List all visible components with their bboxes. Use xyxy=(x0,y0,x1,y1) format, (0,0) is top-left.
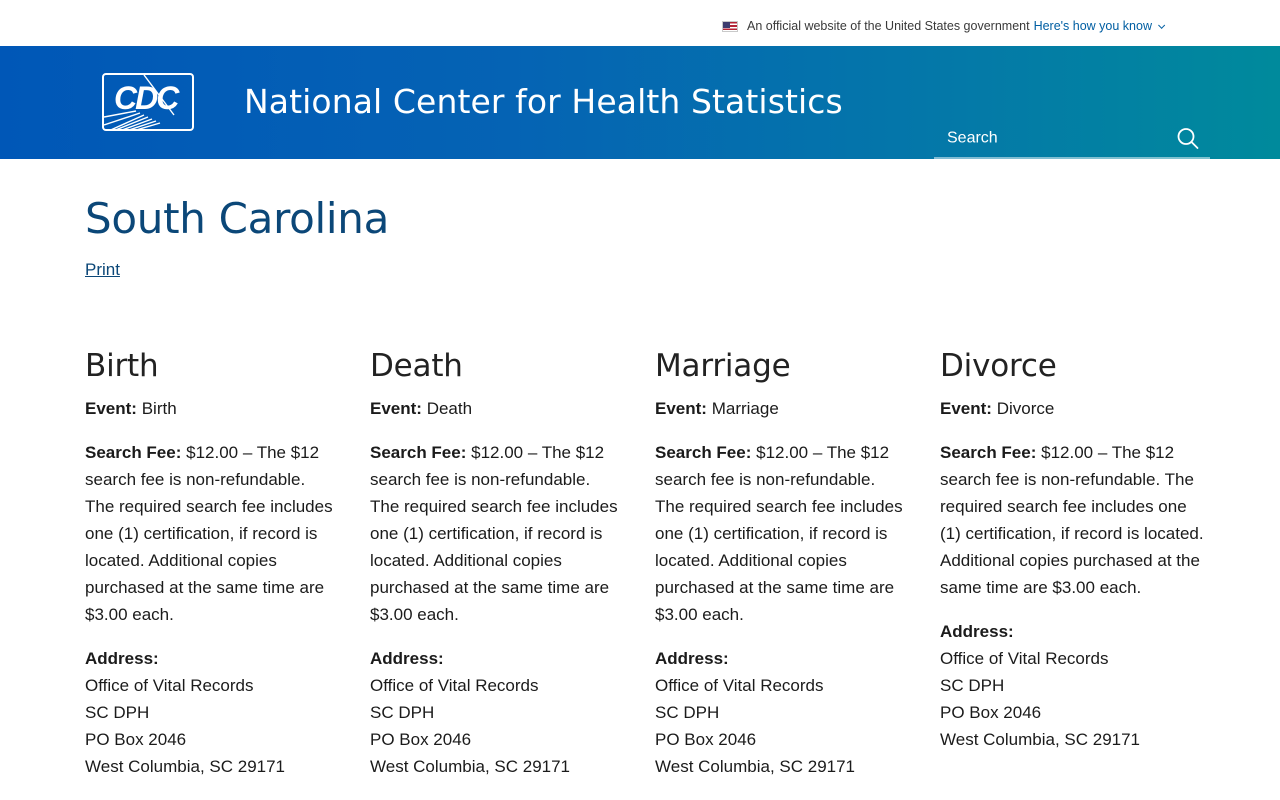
address-line: West Columbia, SC 29171 xyxy=(85,757,286,776)
search-icon xyxy=(1177,128,1199,150)
logo-text: CDC xyxy=(114,80,178,116)
address-line: Office of Vital Records xyxy=(85,676,254,695)
heres-how-you-know-label: Here's how you know xyxy=(1033,19,1152,33)
print-link[interactable]: Print xyxy=(85,260,120,279)
address-line: PO Box 2046 xyxy=(940,703,1042,722)
address-block xyxy=(940,618,1210,753)
site-title[interactable]: National Center for Health Statistics xyxy=(244,82,843,121)
chevron-down-icon xyxy=(1158,22,1165,29)
page-title: South Carolina xyxy=(85,194,390,243)
event-value: Marriage xyxy=(711,399,779,418)
address-label: Address: xyxy=(85,649,159,668)
cdc-logo[interactable] xyxy=(102,73,194,131)
search-fee-value: $12.00 – The $12 search fee is non-refundable. The required search fee includes one (1) certification, if record is located. Additional copies purchased at the same time are $3.00 each. xyxy=(655,443,903,624)
event-label: Event: xyxy=(655,399,707,418)
address-line: SC DPH xyxy=(655,703,720,722)
address-line: West Columbia, SC 29171 xyxy=(940,730,1141,749)
gov-banner xyxy=(0,0,1280,46)
search-fee-row xyxy=(655,439,905,628)
column-heading: Divorce xyxy=(940,348,1057,384)
address-line: SC DPH xyxy=(85,703,150,722)
search-fee-value: $12.00 – The $12 search fee is non-refundable. The required search fee includes one (1) certification, if record is located. Additional copies purchased at the same time are $3.00 each. xyxy=(370,443,618,624)
event-value: Birth xyxy=(141,399,177,418)
address-line: West Columbia, SC 29171 xyxy=(370,757,571,776)
address-block xyxy=(655,645,905,780)
search-button[interactable] xyxy=(1166,120,1210,158)
address-line: Office of Vital Records xyxy=(940,649,1109,668)
record-column-divorce xyxy=(940,346,1210,797)
event-row xyxy=(655,395,905,422)
event-row xyxy=(370,395,620,422)
search-fee-row xyxy=(370,439,620,628)
event-row xyxy=(85,395,335,422)
event-label: Event: xyxy=(370,399,422,418)
search-fee-row xyxy=(85,439,335,628)
address-line: West Columbia, SC 29171 xyxy=(655,757,856,776)
address-line: PO Box 2046 xyxy=(370,730,472,749)
column-heading: Birth xyxy=(85,348,159,384)
address-line: Office of Vital Records xyxy=(370,676,539,695)
us-flag-icon xyxy=(722,21,738,32)
search-fee-row xyxy=(940,439,1210,601)
address-line: Office of Vital Records xyxy=(655,676,824,695)
column-heading: Marriage xyxy=(655,348,791,384)
address-line: SC DPH xyxy=(940,676,1005,695)
record-column-death xyxy=(370,346,655,797)
search-fee-value: $12.00 – The $12 search fee is non-refundable. The required search fee includes one (1) certification, if record is located. Additional copies purchased at the same time are $3.00 each. xyxy=(940,443,1204,597)
heres-how-you-know-link[interactable] xyxy=(1034,19,1162,33)
address-label: Address: xyxy=(370,649,444,668)
address-block xyxy=(85,645,335,780)
address-line: PO Box 2046 xyxy=(85,730,187,749)
search-fee-label: Search Fee: xyxy=(655,443,752,462)
gov-banner-text: An official website of the United States government xyxy=(747,19,1030,33)
record-column-birth xyxy=(85,346,370,797)
search-fee-value: $12.00 – The $12 search fee is non-refundable. The required search fee includes one (1) certification, if record is located. Additional copies purchased at the same time are $3.00 each. xyxy=(85,443,333,624)
column-heading: Death xyxy=(370,348,463,384)
address-line: SC DPH xyxy=(370,703,435,722)
search-fee-label: Search Fee: xyxy=(940,443,1037,462)
site-header xyxy=(0,46,1280,159)
event-value: Death xyxy=(426,399,473,418)
search-bar xyxy=(934,120,1210,159)
event-label: Event: xyxy=(940,399,992,418)
address-line: PO Box 2046 xyxy=(655,730,757,749)
address-block xyxy=(370,645,620,780)
event-label: Event: xyxy=(85,399,137,418)
search-fee-label: Search Fee: xyxy=(85,443,182,462)
address-label: Address: xyxy=(655,649,729,668)
records-columns xyxy=(85,346,1210,797)
event-value: Divorce xyxy=(996,399,1055,418)
event-row xyxy=(940,395,1210,422)
address-label: Address: xyxy=(940,622,1014,641)
record-column-marriage xyxy=(655,346,940,797)
gov-banner-content xyxy=(722,19,1162,33)
search-input[interactable] xyxy=(934,120,1166,158)
search-fee-label: Search Fee: xyxy=(370,443,467,462)
